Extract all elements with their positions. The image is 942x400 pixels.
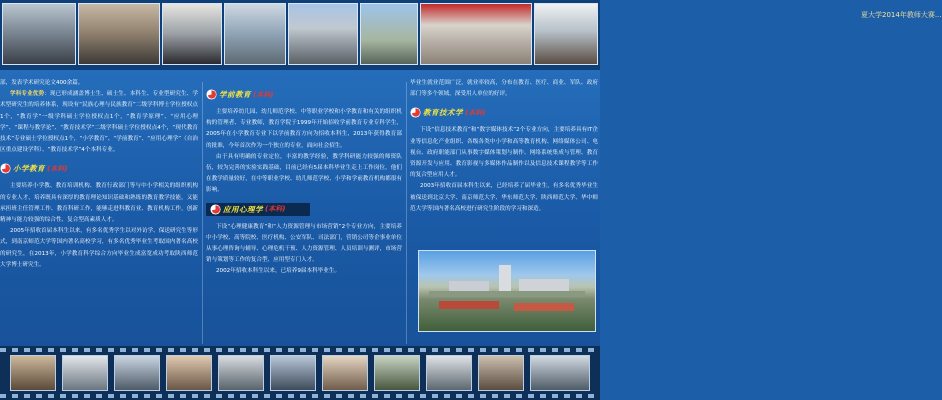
- paragraph: 主要培养小学教、教育培训机构、教育行政部门等与中小学相关的组织机构的专业人才，培养既具有深厚的教育理论知识基础和熟练的教育教学技能，又能承担班主任管理工作、教育科研工作，能够走进科教育业、教育机构工作，创新精神与能力较强的综合性、复合型高素质人才。: [0, 183, 198, 224]
- photo-students-group: [78, 3, 160, 65]
- film-photo: [218, 355, 264, 391]
- paragraph: 下设“心理健康教育”和“人力资源管理与市场营销”2个专业方向，主要培养中小学校、高等院校、医疗机构、公安军队、司法部门，营销公司等企事业单位从事心理咨询与辅导、心理危机干预、人力资源管理、人员培训与测评，市场营销与策划等工作的复合型、应用型专门人才。: [206, 223, 402, 264]
- section-title: 小学教育: [13, 164, 45, 174]
- column-right: [410, 78, 598, 215]
- swirl-icon: [410, 107, 421, 118]
- film-photo: [10, 355, 56, 391]
- paragraph: 2002年招收本科生以来，已培养9届本科毕业生。: [216, 268, 341, 275]
- film-photo: [322, 355, 368, 391]
- intro-text: 毕业生就业范围广泛，就业率较高，分布在教育、医疗、商业、军队、政府部门等多个领域，深受用人单位的好评。: [410, 80, 598, 98]
- film-photo: [374, 355, 420, 391]
- banner-text: 夏大学2014年教师大赛...: [861, 11, 942, 19]
- section-tag: (本科): [47, 164, 68, 173]
- section-heading-edu-technology: [410, 106, 598, 119]
- photo-lecture: [224, 3, 286, 65]
- section-title: 教育技术学: [423, 108, 463, 118]
- discipline-paragraph: [0, 89, 198, 156]
- section-tag: (本科): [465, 108, 486, 117]
- photo-outdoor-sports: [360, 3, 418, 65]
- photo-teaching-competition: [420, 3, 942, 65]
- paragraph: 2005年招收首届本科生以来，有多名优秀学生以对外访学、保送研究生等形式，到南京师范大学等国内著名高校学习，有多名优秀毕业生考取国内著名高校的研究生，在2013年，小学教育科学综合方向毕业生成富宽成功考取陕西师范大学博士研究生。: [0, 228, 198, 268]
- swirl-icon: [206, 89, 217, 100]
- column-divider: [202, 82, 203, 344]
- campus-buildings-illustration: [419, 251, 595, 331]
- section-title: 应用心理学: [223, 204, 263, 214]
- film-photo: [426, 355, 472, 391]
- column-divider: [406, 82, 407, 344]
- top-photo-strip: [0, 0, 942, 70]
- film-photo: [478, 355, 524, 391]
- campus-aerial-photo: [418, 250, 596, 332]
- film-perforation: [0, 348, 600, 352]
- discipline-text: ：现已形成涵盖博士生、硕士生、本科生、专业型研究生、学术型研究生的培养体系，现设有“民族心理与民族教育”二级学科博士学位授权点1个，“教育学”一级学科硕士学位授权点1个，“教育学原理”、“应用心理学”、“课程与教学论”、“教育技术学”二级学科硕士学位授权点4个，“现代教育技术”专业硕士学位授权点1个，“小学教育”、“学前教育”、“应用心理学”（自治区重点建设学科）、“教育技术学”4个本科专业。: [0, 91, 198, 154]
- film-photo: [62, 355, 108, 391]
- section-tag: (本科): [253, 90, 274, 99]
- paragraph: 2003年招收首届本科生以来，已经培养了届毕业生，有多名优秀毕业生被保送到北京大学、南京师范大学、华东师范大学、陕西师范大学、华中师范大学等国内著名高校进行研究生阶段的学习和深造。: [410, 183, 598, 212]
- paragraph: 由于具有明确的专业定位，丰富的教学经验，教学科研能力较强的师资队伍，较为完善的实验实践基础，目前已经有5届本科毕业生走上工作岗位，他们在教学质量较好，在中等职业学校、幼儿师范学校、小学和学前教育机构都很有影响。: [206, 153, 402, 194]
- paragraph: 下设“信息技术教育”和“数字媒体技术”2个专业方向，主要培养具有IT企业等信息化产业组织、各级各类中小学和高等教育机构、网络媒体公司、电视台、政府职能部门从事数字媒体策划与制作、网络系统集成与管理、教育资源开发与应用、教育影视与多媒体作品制作以及信息技术课程教学等工作的复合型应用人才。: [410, 127, 598, 179]
- bottom-film-strip: [0, 346, 600, 400]
- photo-presenter: [534, 3, 598, 65]
- photo-faculty-group: [2, 3, 76, 65]
- paragraph: 主要培养幼儿园、幼儿师范学校、中等职业学校和小学教育和有关的组织机构的管理者、专业教师，教育学院于1999年开始招收学前教育专业专科学生，2005年在小学教育专业下以学前教育方向为招收本科生，2013年获得教育部的批准，今年首次作为一个独立的专业，面向社会招生。: [206, 109, 402, 149]
- film-photo: [530, 355, 590, 391]
- section-heading-primary-edu: [0, 162, 198, 175]
- film-photo: [166, 355, 212, 391]
- film-photo: [114, 355, 160, 391]
- photo-award-ceremony: [162, 3, 222, 65]
- film-perforation: [0, 394, 600, 398]
- swirl-icon: [210, 204, 221, 215]
- swirl-icon: [0, 163, 11, 174]
- section-heading-applied-psychology: [206, 203, 310, 216]
- discipline-label: 学科专业优势: [10, 91, 45, 98]
- section-tag: (本科): [265, 205, 286, 214]
- film-photo: [270, 355, 316, 391]
- intro-text: 部，发表学术研究论文400余篇。: [0, 80, 84, 86]
- section-title: 学前教育: [219, 90, 251, 99]
- column-left: [0, 78, 198, 271]
- photo-campus-building: [288, 3, 358, 65]
- column-middle: [206, 78, 402, 278]
- section-heading-preschool-edu: [206, 88, 402, 101]
